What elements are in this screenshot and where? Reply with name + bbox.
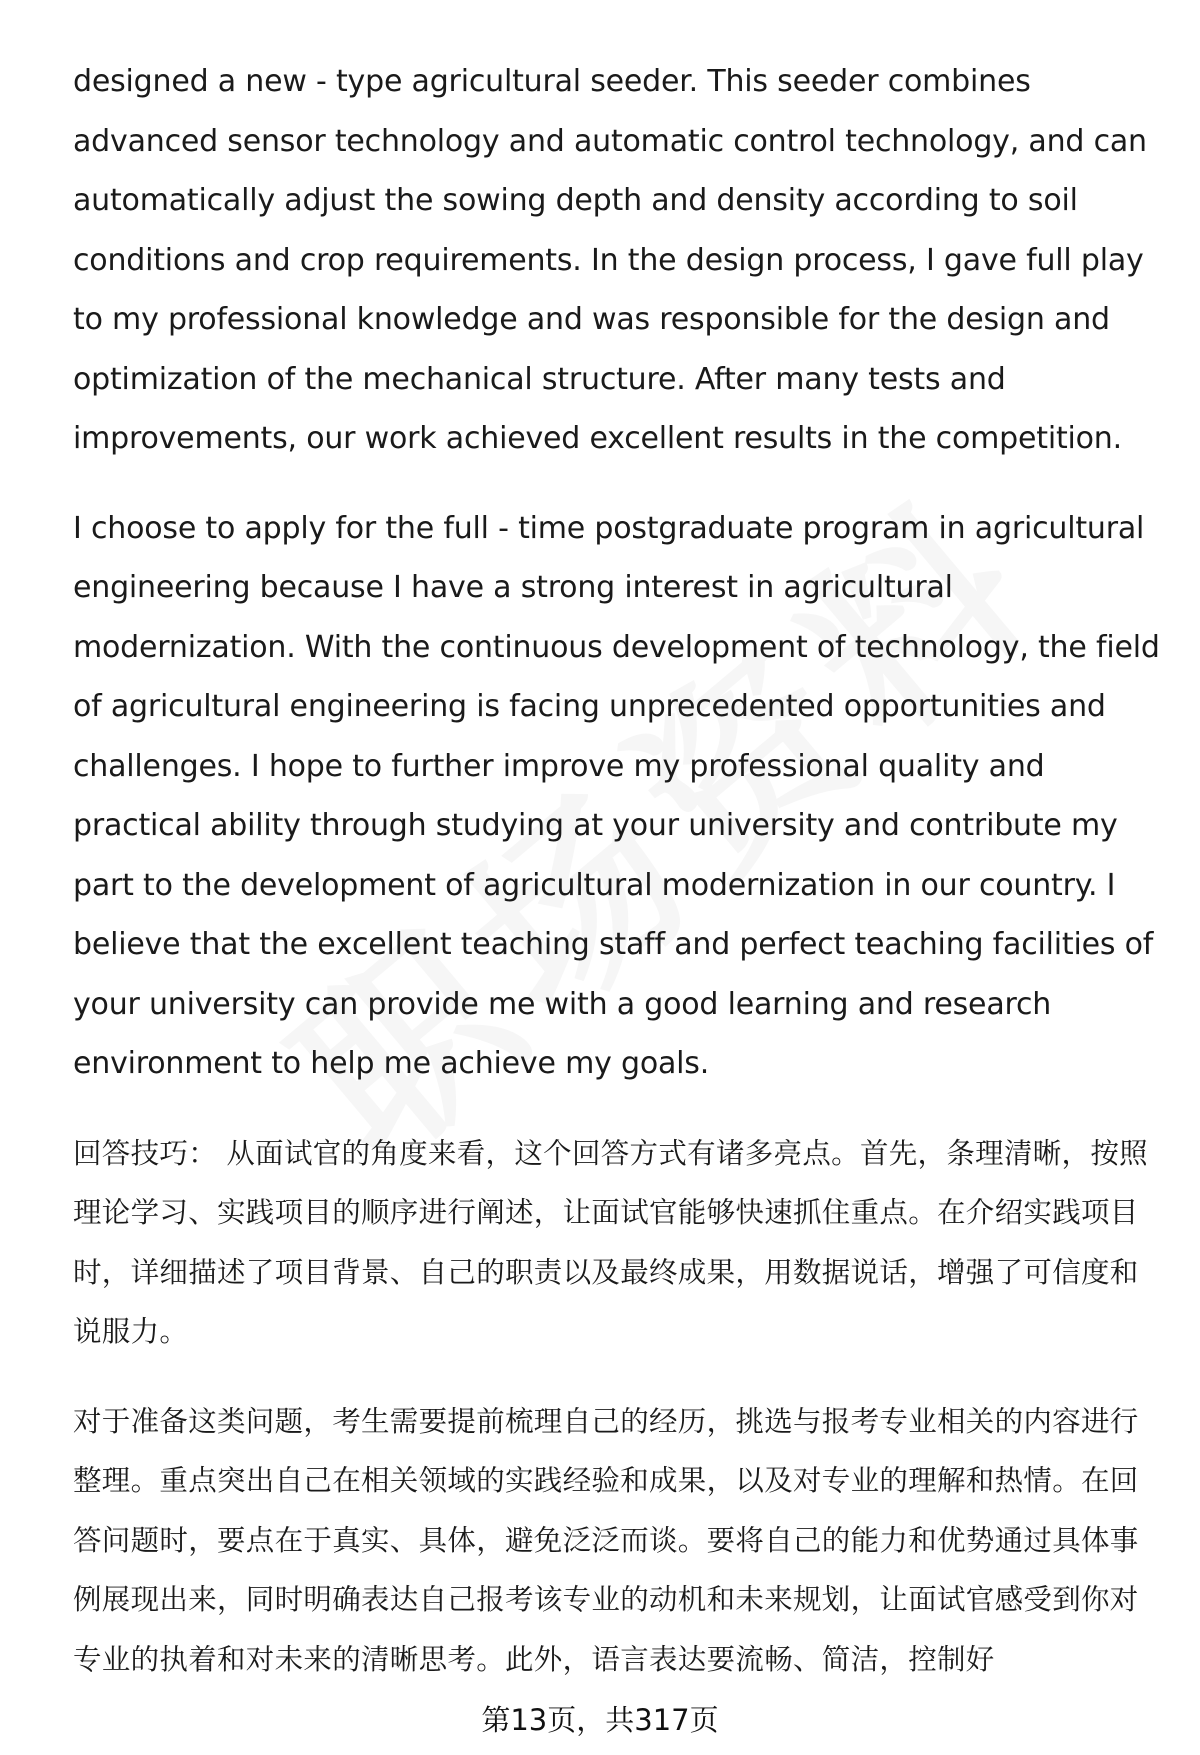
document-body	[73, 52, 1163, 1719]
paragraph-preparation-advice: 对于准备这类问题，考生需要提前梳理自己的经历，挑选与报考专业相关的内容进行整理。重点突出自己在相关领域的实践经验和成果，以及对专业的理解和热情。在回答问题时，要点在于真实、具体，避免泛泛而谈。要将自己的能力和优势通过具体事例展现出来，同时明确表达自己报考该专业的动机和未来规划，让面试官感受到你对专业的执着和对未来的清晰思考。此外，语言表达要流畅、简洁，控制好	[73, 1404, 1139, 1676]
page-number-footer: 第13页，共317页	[481, 1703, 719, 1737]
paragraph-seeder-project: designed a new - type agricultural seeder. This seeder combines advanced sensor technology and automatic control technology, and can automatically adjust the sowing depth and density according to soil conditions and crop requirements. In the design process, I gave full play to my professional knowledge and was responsible for the design and optimization of the mechanical structure. After many tests and improvements, our work achieved excellent results in the competition.	[73, 64, 1147, 456]
paragraph-answer-tips: 回答技巧： 从面试官的角度来看，这个回答方式有诸多亮点。首先，条理清晰，按照理论学习、实践项目的顺序进行阐述，让面试官能够快速抓住重点。在介绍实践项目时，详细描述了项目背景、自己的职责以及最终成果，用数据说话，增强了可信度和说服力。	[73, 1136, 1148, 1348]
paragraph-application-reason: I choose to apply for the full - time postgraduate program in agricultural engineering because I have a strong interest in agricultural modernization. With the continuous development of technology, the field of agricultural engineering is facing unprecedented opportunities and challenges. I hope to further improve my professional quality and practical ability through studying at your university and contribute my part to the development of agricultural modernization in our country. I believe that the excellent teaching staff and perfect teaching facilities of your university can provide me with a good learning and research environment to help me achieve my goals.	[73, 510, 1160, 1081]
